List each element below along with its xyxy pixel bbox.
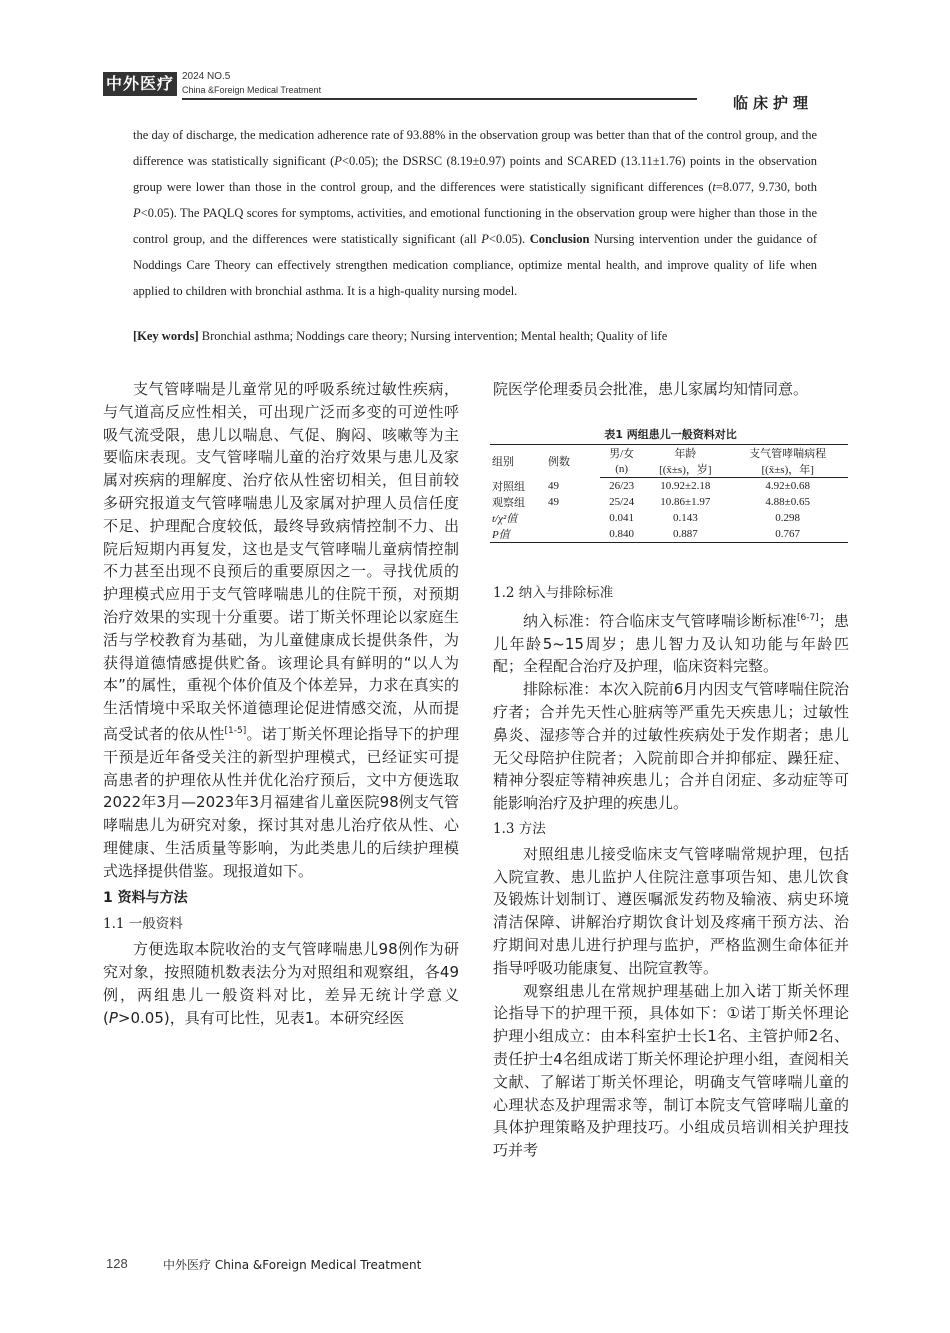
column-title: 临床护理 (733, 94, 814, 112)
th-age-unit: [(x̄±s)，岁] (643, 461, 727, 478)
right-column-bottom (493, 582, 849, 1162)
left-column (103, 378, 459, 1029)
intro-paragraph: 支气管哮喘是儿童常见的呼吸系统过敏性疾病，与气道高反应性相关，可出现广泛而多变的可逆性呼吸气流受限，患儿以喘息、气促、胸闷、咳嗽等为主要临床表现。支气管哮喘儿童的治疗效果与患儿及家属对疾病的理解度、治疗依从性密切相关，但目前较多研究报道支气管哮喘患儿及家属对护理人员信任度不足、护理配合度较低，最终导致病情控制不力、出院后短期内再复发，这也是支气管哮喘儿童病情控制不力甚至出现不良预后的重要原因之一。寻找优质的护理模式应用于支气管哮喘患儿的住院干预，对预期治疗效果的实现十分重要。诺丁斯关怀理论以家庭生活与学校教育为基础，为儿童健康成长提供条件，为获得道德情感提供贮备。该理论具有鲜明的“以人为本”的属性，重视个体价值及个体差异，力求在真实的生活情境中采取关怀道德理论促进情感交流，从而提高受试者的依从性[1-5]。诺丁斯关怀理论指导下的护理干预是近年备受关注的新型护理模式，已经证实可提高患者的护理依从性并优化治疗预后，文中方便选取2022年3月—2023年3月福建省儿童医院98例支气管哮喘患儿为研究对象，探讨其对患儿治疗依从性、心理健康、生活质量等影响，为此类患儿的后续护理模式选择提供借鉴。现报道如下。 (103, 380, 459, 880)
table-row: 观察组 49 25/24 10.86±1.97 4.88±0.65 (492, 495, 810, 509)
th-sex-unit: (n) (600, 461, 643, 478)
observation-method: 观察组患儿在常规护理基础上加入诺丁斯关怀理论指导下的护理干预，具体如下：①诺丁斯关怀理论护理小组成立：由本科室护士长1名、主管护师2名、责任护士4名组成诺丁斯关怀理论护理小组，查阅相关文献、了解诺丁斯关怀理论，明确支气管哮喘儿童的心理状态及护理需求等，制订本院支气管哮喘儿童的具体护理策略及护理技巧。小组成员培训相关护理技巧并考 (493, 981, 849, 1160)
section-heading-1: 1 资料与方法 (103, 889, 188, 906)
inclusion-criteria: 纳入标准：符合临床支气管哮喘诊断标准[6-7]；患儿年龄5~15周岁；患儿智力及认知功能与年龄匹配；全程配合治疗及护理，临床资料完整。 (493, 611, 849, 676)
th-age: 年龄 (643, 445, 727, 462)
exclusion-criteria: 排除标准：本次入院前6月内因支气管哮喘住院治疗者；合并先天性心脏病等严重先天疾患儿；过敏性鼻炎、湿疹等合并的过敏性疾病处于发作期者；患儿无父母陪护住院者；入院前即合并抑郁症、躁狂症、精神分裂症等精神疾患儿；合并自闭症、多动症等可能影响治疗及护理的疾患儿。 (493, 680, 849, 813)
keywords: [Key words] Bronchial asthma; Noddings care theory; Nursing intervention; Mental health; Quality of life (133, 329, 668, 343)
table-row: 对照组 49 26/23 10.92±2.18 4.92±0.68 (492, 479, 810, 493)
general-data-paragraph: 方便选取本院收治的支气管哮喘患儿98例作为研究对象，按照随机数表法分为对照组和观察组，各49例，两组患儿一般资料对比，差异无统计学意义(P>0.05)，具有可比性，见表1。本研究经医 (103, 940, 459, 1027)
subsection-heading-1-3: 1.3 方法 (493, 820, 546, 837)
footer-journal: 中外医疗 China &Foreign Medical Treatment (163, 1258, 422, 1272)
issue-label: 2024 NO.5 (182, 71, 231, 82)
table-row: t/χ²值 0.041 0.143 0.298 (492, 511, 801, 525)
subsection-heading-1-1: 1.1 一般资料 (103, 916, 183, 933)
journal-name-en: China &Foreign Medical Treatment (182, 85, 322, 95)
subsection-heading-1-2: 1.2 纳入与排除标准 (493, 585, 614, 601)
table-row: P值 0.840 0.887 0.767 (490, 526, 848, 543)
header-rule (182, 98, 697, 100)
journal-logo: 中外医疗 (103, 72, 177, 96)
th-group: 组别 (490, 445, 546, 478)
page-number: 128 (106, 1256, 128, 1271)
th-n: 例数 (546, 445, 600, 478)
control-method: 对照组患儿接受临床支气管哮喘常规护理，包括入院宣教、患儿监护人住院注意事项告知、患儿饮食及锻炼计划制订、遵医嘱派发药物及输液、病史环境清洁保障、讲解治疗期饮食计划及疼痛干预方法、治疗期间对患儿进行护理与监护，严格监测生命体征并指导呼吸功能康复、出院宣教等。 (493, 844, 849, 977)
th-course-unit: [(x̄±s)，年] (727, 461, 848, 478)
ethics-text: 院医学伦理委员会批准，患儿家属均知情同意。 (493, 380, 809, 398)
table-title: 表1 两组患儿一般资料对比 (604, 428, 737, 441)
right-column-top (493, 378, 849, 401)
abstract-text: the day of discharge, the medication adherence rate of 93.88% in the observation group was better than that of the control group, and the difference was statistically significant (P<0.05); the DSRSC (8.19±0.97) points and SCARED (13.11±1.76) points in the observation group were lower than those in the control group, and the differences were statistically significant differences (t=8.077, 9.730, both P<0.05). The PAQLQ scores for symptoms, activities, and emotional functioning in the observation group were higher than those in the control group, and the differences were statistically significant (all P<0.05). Conclusion Nursing intervention under the guidance of Noddings Care Theory can effectively strengthen medication compliance, optimize mental health, and improve quality of life when applied to children with bronchial asthma. It is a high-quality nursing model. (133, 128, 817, 298)
th-sex: 男/女 (600, 445, 643, 462)
table-1 (490, 444, 848, 543)
th-course: 支气管哮喘病程 (727, 445, 848, 462)
